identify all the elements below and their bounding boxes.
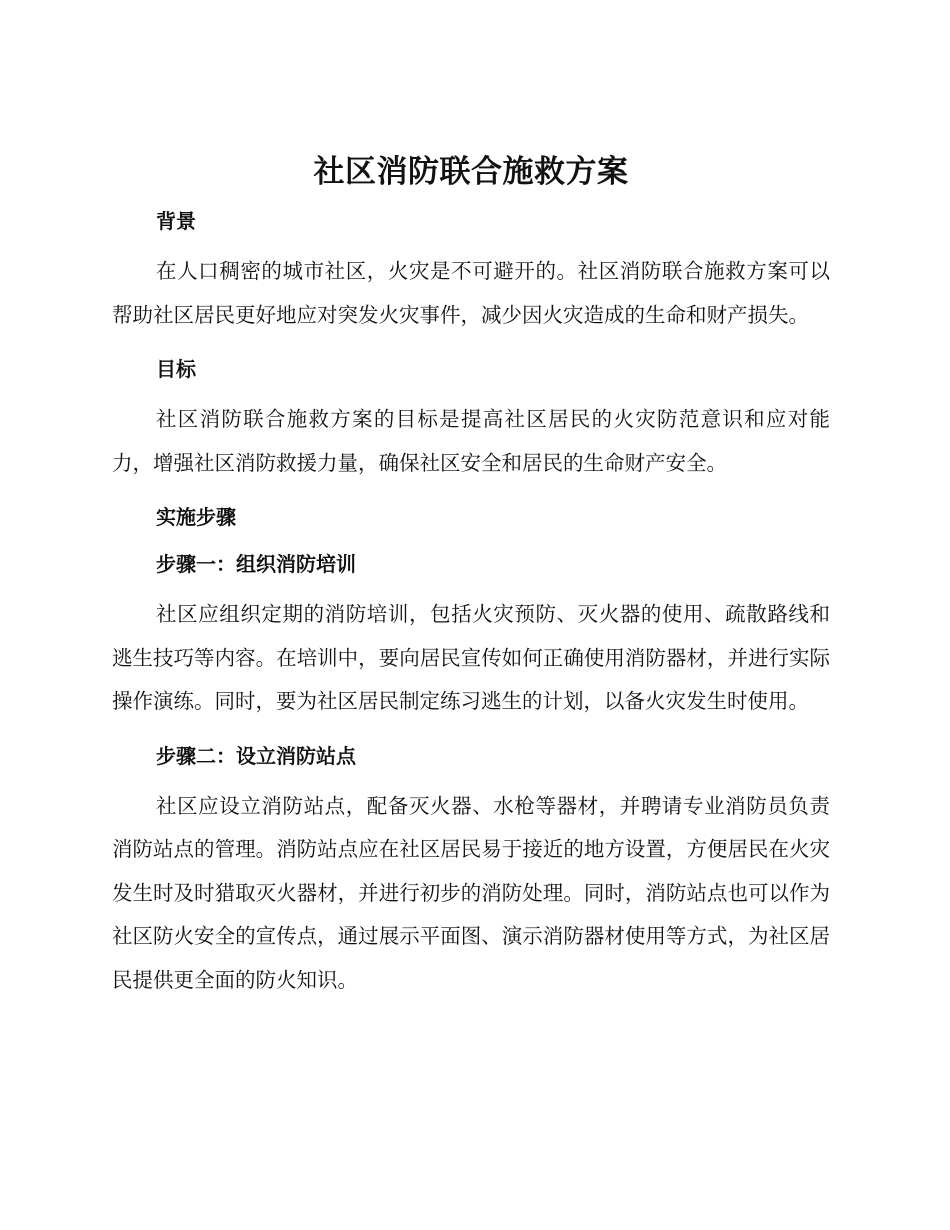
heading-goal: 目标 (156, 357, 196, 381)
document-title: 社区消防联合施救方案 (313, 154, 629, 190)
heading-background: 背景 (156, 209, 196, 233)
paragraph-background: 在人口稠密的城市社区，火灾是不可避开的。社区消防联合施救方案可以帮助社区居民更好地应对突发火灾事件，减少因火灾造成的生命和财产损失。 (112, 259, 830, 327)
heading-step-two: 步骤二：设立消防站点 (156, 743, 356, 768)
paragraph-step-one: 社区应组织定期的消防培训，包括火灾预防、灭火器的使用、疏散路线和逃生技巧等内容。在培训中，要向居民宣传如何正确使用消防器材，并进行实际操作演练。同时，要为社区居民制定练习逃生的计划，以备火灾发生时使用。 (112, 602, 830, 713)
heading-step-one: 步骤一：组织消防培训 (156, 552, 356, 576)
paragraph-step-two: 社区应设立消防站点，配备灭火器、水枪等器材，并聘请专业消防员负责消防站点的管理。消防站点应在社区居民易于接近的地方设置，方便居民在火灾发生时及时猎取灭火器材，并进行初步的消防处理。同时，消防站点也可以作为社区防火安全的宣传点，通过展示平面图、演示消防器材使用等方式，为社区居民提供更全面的防火知识。 (112, 793, 830, 992)
document-page (112, 150, 830, 1002)
paragraph-goal: 社区消防联合施救方案的目标是提高社区居民的火灾防范意识和应对能力，增强社区消防救援力量，确保社区安全和居民的生命财产安全。 (112, 407, 830, 475)
heading-implementation-steps: 实施步骤 (156, 505, 236, 529)
